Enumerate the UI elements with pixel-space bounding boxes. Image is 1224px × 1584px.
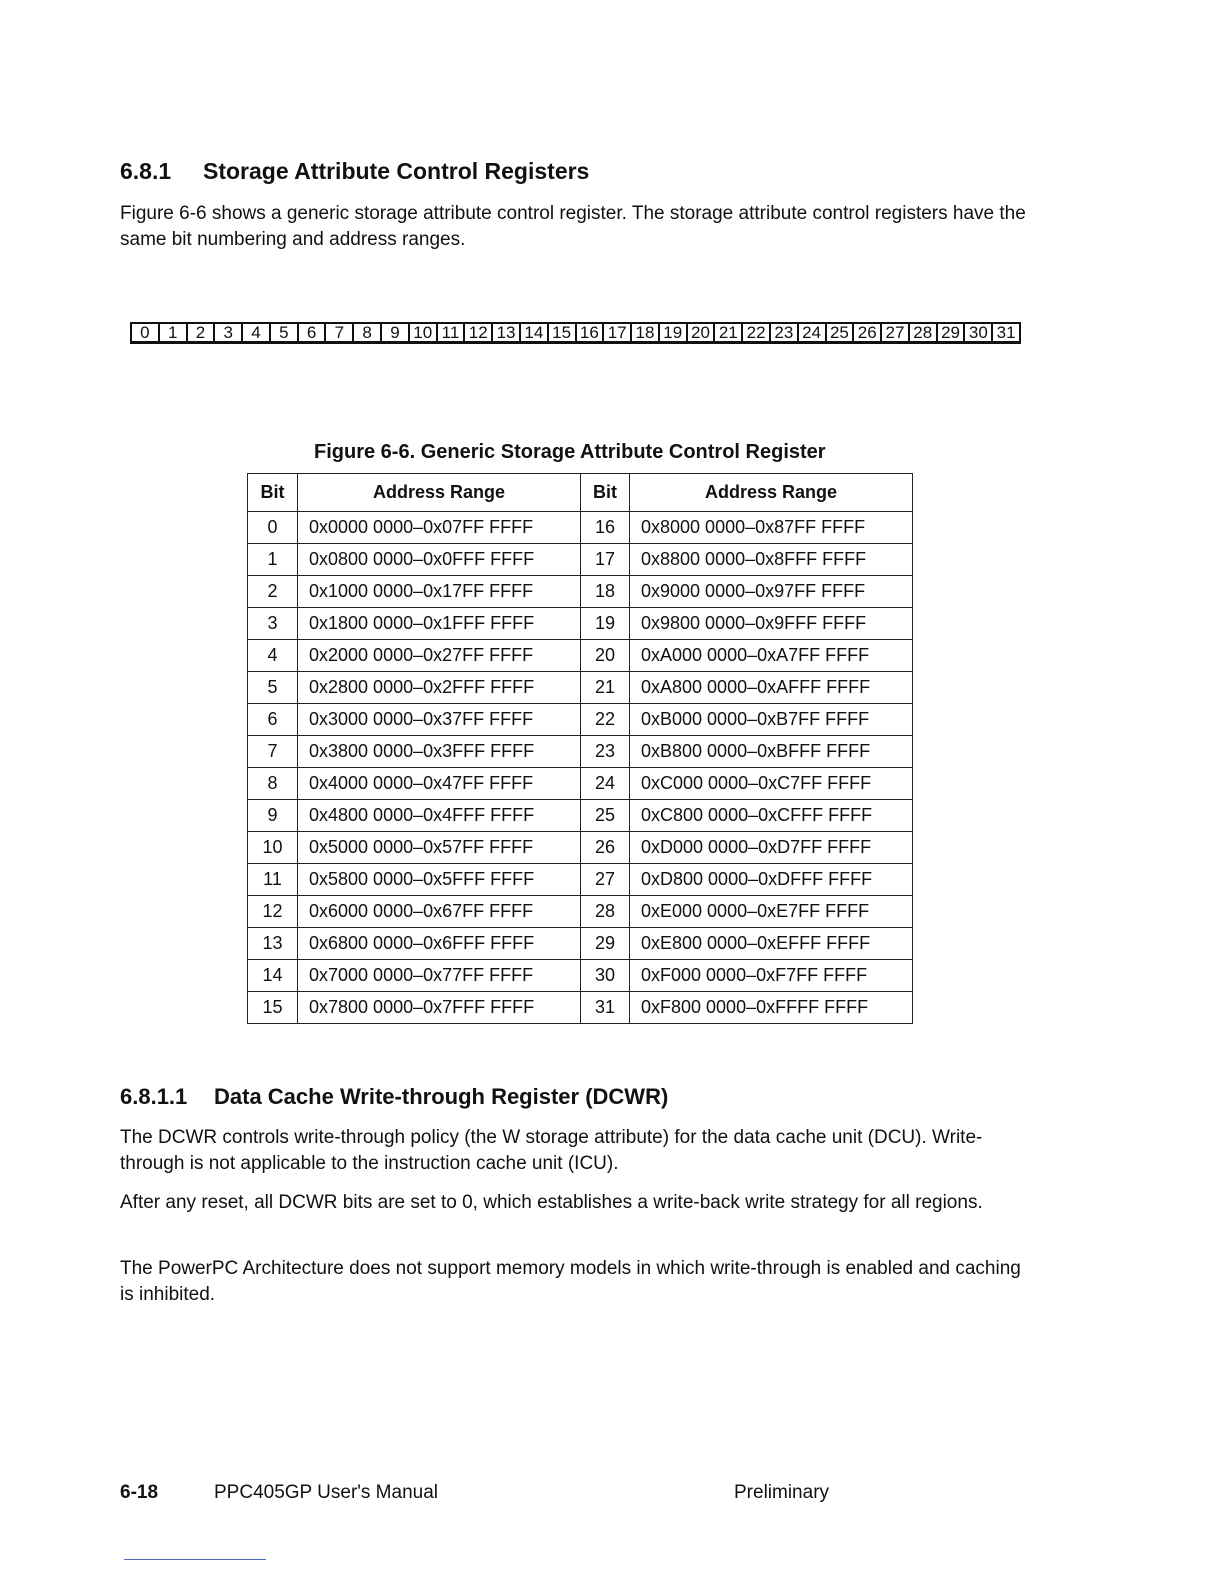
range-cell-right: 0xE000 0000–0xE7FF FFFF [630, 896, 913, 928]
register-bit-cell: 9 [380, 324, 408, 341]
register-bit-cell: 0 [140, 323, 150, 342]
bit-cell-left: 5 [248, 672, 298, 704]
section-title: Storage Attribute Control Registers [203, 158, 590, 184]
range-cell-right: 0xF800 0000–0xFFFF FFFF [630, 992, 913, 1024]
section-number: 6.8.1 [120, 158, 172, 184]
range-cell-right: 0xA800 0000–0xAFFF FFFF [630, 672, 913, 704]
bit-cell-right: 31 [581, 992, 630, 1024]
register-bit-cell: 16 [575, 324, 603, 341]
range-cell-left: 0x2800 0000–0x2FFF FFFF [298, 672, 581, 704]
subsection-paragraph-3: The PowerPC Architecture does not support memory models in which write-through is enabled and caching is inhibited. [120, 1258, 1021, 1305]
register-bit-cell: 11 [436, 324, 464, 341]
bit-cell-right: 17 [581, 544, 630, 576]
range-cell-right: 0xC800 0000–0xCFFF FFFF [630, 800, 913, 832]
table-row [248, 832, 913, 864]
table-row [248, 896, 913, 928]
register-bit-cell: 1 [158, 324, 186, 341]
range-cell-left: 0x1000 0000–0x17FF FFFF [298, 576, 581, 608]
footer-page-number: 6-18 [120, 1482, 159, 1503]
subsection-paragraph-1: The DCWR controls write-through policy (the W storage attribute) for the data cache unit (DCU). Write-through is not applicable to the instruction cache unit (ICU). [120, 1127, 983, 1174]
range-cell-right: 0x9000 0000–0x97FF FFFF [630, 576, 913, 608]
range-cell-right: 0xB800 0000–0xBFFF FFFF [630, 736, 913, 768]
table-row [248, 512, 913, 544]
register-bit-cell: 10 [408, 324, 436, 341]
table-row [248, 864, 913, 896]
bit-cell-right: 21 [581, 672, 630, 704]
footer-status: Preliminary [734, 1482, 830, 1503]
header-range-left: Address Range [298, 474, 581, 512]
register-bit-cell: 22 [741, 324, 769, 341]
range-cell-left: 0x6000 0000–0x67FF FFFF [298, 896, 581, 928]
register-bit-cell: 5 [269, 324, 297, 341]
header-bit-left: Bit [248, 474, 298, 512]
bit-cell-right: 27 [581, 864, 630, 896]
figure-caption: Figure 6-6. Generic Storage Attribute Control Register [314, 441, 826, 463]
bit-cell-left: 6 [248, 704, 298, 736]
register-bit-cell: 28 [908, 324, 936, 341]
table-row [248, 992, 913, 1024]
range-cell-left: 0x0800 0000–0x0FFF FFFF [298, 544, 581, 576]
bit-cell-right: 28 [581, 896, 630, 928]
bit-cell-right: 16 [581, 512, 630, 544]
subsection-number: 6.8.1.1 [120, 1084, 188, 1109]
range-cell-right: 0x8000 0000–0x87FF FFFF [630, 512, 913, 544]
table-row [248, 736, 913, 768]
register-bit-strip [130, 322, 1021, 344]
table-row [248, 800, 913, 832]
register-bit-cell: 30 [963, 324, 991, 341]
range-cell-right: 0xD000 0000–0xD7FF FFFF [630, 832, 913, 864]
bit-cell-left: 7 [248, 736, 298, 768]
range-cell-right: 0xC000 0000–0xC7FF FFFF [630, 768, 913, 800]
range-cell-right: 0xE800 0000–0xEFFF FFFF [630, 928, 913, 960]
table-row [248, 544, 913, 576]
bit-cell-right: 25 [581, 800, 630, 832]
register-bit-cell: 20 [686, 324, 714, 341]
table-row [248, 576, 913, 608]
register-bit-cell: 29 [936, 324, 964, 341]
bit-cell-left: 11 [248, 864, 298, 896]
register-bit-cell: 4 [241, 324, 269, 341]
bit-cell-left: 9 [248, 800, 298, 832]
range-cell-left: 0x1800 0000–0x1FFF FFFF [298, 608, 581, 640]
bit-cell-right: 22 [581, 704, 630, 736]
bit-cell-right: 23 [581, 736, 630, 768]
register-bit-cell: 2 [186, 324, 214, 341]
table-row [248, 704, 913, 736]
register-bit-cell: 31 [991, 324, 1019, 341]
register-bit-cell: 23 [769, 324, 797, 341]
header-range-right: Address Range [630, 474, 913, 512]
table-row [248, 928, 913, 960]
table-row [248, 672, 913, 704]
range-cell-left: 0x2000 0000–0x27FF FFFF [298, 640, 581, 672]
range-cell-right: 0x8800 0000–0x8FFF FFFF [630, 544, 913, 576]
range-cell-left: 0x4000 0000–0x47FF FFFF [298, 768, 581, 800]
register-bit-cell: 21 [713, 324, 741, 341]
bit-cell-right: 29 [581, 928, 630, 960]
range-cell-left: 0x7000 0000–0x77FF FFFF [298, 960, 581, 992]
range-cell-left: 0x3000 0000–0x37FF FFFF [298, 704, 581, 736]
bit-cell-right: 30 [581, 960, 630, 992]
subsection-paragraph-2: After any reset, all DCWR bits are set to 0, which establishes a write-back write strategy for all regions. [120, 1192, 983, 1213]
range-cell-left: 0x0000 0000–0x07FF FFFF [298, 512, 581, 544]
subsection-title: Data Cache Write-through Register (DCWR) [214, 1084, 669, 1109]
register-bit-cell: 12 [463, 324, 491, 341]
bit-cell-right: 18 [581, 576, 630, 608]
range-cell-left: 0x5800 0000–0x5FFF FFFF [298, 864, 581, 896]
scan-mark-line [124, 1559, 266, 1560]
range-cell-right: 0x9800 0000–0x9FFF FFFF [630, 608, 913, 640]
table-row [248, 768, 913, 800]
range-cell-right: 0xA000 0000–0xA7FF FFFF [630, 640, 913, 672]
bit-cell-left: 12 [248, 896, 298, 928]
bit-cell-right: 24 [581, 768, 630, 800]
range-cell-left: 0x7800 0000–0x7FFF FFFF [298, 992, 581, 1024]
header-bit-right: Bit [581, 474, 630, 512]
bit-cell-left: 8 [248, 768, 298, 800]
register-bit-cell: 13 [491, 324, 519, 341]
register-bit-cell: 15 [547, 324, 575, 341]
register-bit-cell: 26 [852, 324, 880, 341]
bit-cell-left: 14 [248, 960, 298, 992]
bit-cell-right: 19 [581, 608, 630, 640]
table-row [248, 608, 913, 640]
address-range-table [247, 473, 913, 1024]
register-bit-cell: 14 [519, 324, 547, 341]
range-cell-right: 0xB000 0000–0xB7FF FFFF [630, 704, 913, 736]
register-bit-cell: 8 [352, 324, 380, 341]
table-row [248, 960, 913, 992]
range-cell-right: 0xD800 0000–0xDFFF FFFF [630, 864, 913, 896]
register-bit-cell: 24 [797, 324, 825, 341]
range-cell-right: 0xF000 0000–0xF7FF FFFF [630, 960, 913, 992]
bit-cell-right: 20 [581, 640, 630, 672]
bit-cell-right: 26 [581, 832, 630, 864]
register-bit-cell: 19 [658, 324, 686, 341]
table-row [248, 640, 913, 672]
register-bit-cell: 7 [324, 324, 352, 341]
table-header-row [248, 474, 913, 512]
bit-cell-left: 15 [248, 992, 298, 1024]
bit-cell-left: 1 [248, 544, 298, 576]
bit-cell-left: 2 [248, 576, 298, 608]
register-bit-cell: 18 [630, 324, 658, 341]
register-bit-cell: 27 [880, 324, 908, 341]
register-bit-cell: 3 [213, 324, 241, 341]
bit-cell-left: 10 [248, 832, 298, 864]
range-cell-left: 0x4800 0000–0x4FFF FFFF [298, 800, 581, 832]
register-bit-cell: 25 [825, 324, 853, 341]
section-paragraph: Figure 6-6 shows a generic storage attribute control register. The storage attribute control registers have the same bit numbering and address ranges. [120, 203, 1026, 250]
bit-cell-left: 3 [248, 608, 298, 640]
footer-manual-title: PPC405GP User's Manual [214, 1482, 438, 1503]
bit-cell-left: 0 [248, 512, 298, 544]
register-bit-cell: 17 [602, 324, 630, 341]
range-cell-left: 0x6800 0000–0x6FFF FFFF [298, 928, 581, 960]
bit-cell-left: 4 [248, 640, 298, 672]
range-cell-left: 0x3800 0000–0x3FFF FFFF [298, 736, 581, 768]
range-cell-left: 0x5000 0000–0x57FF FFFF [298, 832, 581, 864]
register-bit-cell: 6 [297, 324, 325, 341]
bit-cell-left: 13 [248, 928, 298, 960]
